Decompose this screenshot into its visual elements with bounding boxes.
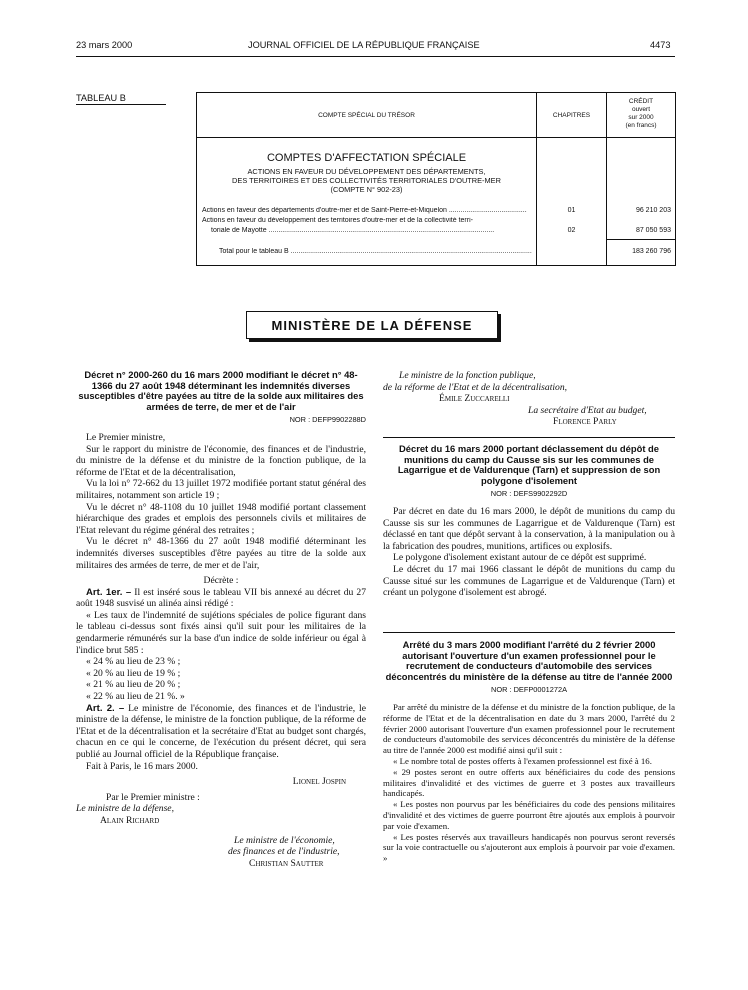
article-text: Le ministre de l'économie, des finances et de l'industrie, le ministre de la défense, le ministre de la fonction publique, de la réforme de l'Etat et de la décentralisation et la secrétaire d'Etat au budget sont chargés, chacun en ce qui le concerne, de l'exécution du présent décret, qui sera publié au Journal officiel de la République française. bbox=[76, 702, 366, 760]
rate-item: « 20 % au lieu de 19 % ; bbox=[86, 667, 181, 679]
paragraph: Le polygone d'isolement existant autour de ce dépôt est supprimé. bbox=[393, 552, 647, 564]
table-row-label: Actions en faveur du développement des territoires d'outre-mer et de la collectivité terri- bbox=[202, 217, 473, 224]
rate-item: « 22 % au lieu de 21 %. » bbox=[86, 691, 185, 703]
paragraph: Par arrêté du ministre de la défense et du ministre de la fonction publique, de la réforme de l'Etat et de la décentralisation en date du 3 mars 2000, l'arrêté du 2 février 2000 autorisant l'ouverture d'un examen professionnel pour le recrutement de conducteurs d'automobile des services déconcentrés du ministère de la défense au titre de l'année 2000 est modifié ainsi qu'il suit : bbox=[383, 701, 675, 756]
min-eco-role: des finances et de l'industrie, bbox=[228, 846, 340, 858]
ministry-banner: MINISTÈRE DE LA DÉFENSE bbox=[246, 311, 498, 339]
article-2 bbox=[76, 703, 366, 761]
decrete: Décrète : bbox=[203, 575, 239, 587]
row-label-text: toriale de Mayotte bbox=[211, 227, 267, 234]
col-header-credit bbox=[607, 98, 675, 130]
paragraph: « Les postes réservés aux travailleurs handicapés non pourvus seront reversés sur la voie contractuelle ou s'ajouteront aux emplois à pourvoir par voie d'examen. » bbox=[383, 831, 675, 864]
section-subtitle bbox=[197, 167, 536, 195]
arrete-title: Arrêté du 3 mars 2000 modifiant l'arrêté du 2 février 2000 autorisant l'ouverture d'un examen professionnel pour le recrutement de conducteurs d'automobile des services déconcentrés du ministère de la défense au titre de l'année 2000 bbox=[385, 639, 673, 682]
section-subtitle-line: (COMPTE N° 902-23) bbox=[330, 185, 403, 195]
paragraph: Par décret en date du 16 mars 2000, le dépôt de munitions du camp du Causse sis sur les communes de Lagarrigue et de Valdurenque (Tarn) est déclassé en tant que dépôt servant à la conservation, à la manipulation ou à la fabrication des poudres, munitions, artifices ou explosifs. bbox=[383, 505, 675, 552]
article-text: Il est inséré sous le tableau VII bis annexé au décret du 27 août 1948 susvisé un alinéa ainsi rédigé : bbox=[76, 586, 366, 610]
article-label: Art. 2. – bbox=[86, 702, 125, 714]
table-total-value: 183 260 796 bbox=[632, 248, 671, 255]
fp-role: Le ministre de la fonction publique, bbox=[399, 370, 536, 381]
fp-role: de la réforme de l'Etat et de la décentralisation, bbox=[383, 381, 568, 393]
fp-name: Émile Zuccarelli bbox=[439, 393, 510, 405]
right-column bbox=[383, 370, 675, 428]
paragraph: « Le nombre total de postes offerts à l'examen professionnel est fixé à 16. bbox=[393, 755, 652, 766]
section-separator bbox=[383, 632, 675, 633]
col-header-chapitres: CHAPITRES bbox=[552, 112, 591, 119]
left-column bbox=[76, 370, 366, 869]
right-column-decret bbox=[383, 444, 675, 599]
section-subtitle-line: DES TERRITOIRES ET DES COLLECTIVITÉS TERRITORIALES D'OUTRE-MER bbox=[232, 176, 501, 186]
rate-item: « 24 % au lieu de 23 % ; bbox=[86, 656, 181, 668]
credit-rule bbox=[607, 239, 675, 240]
section-subtitle-line: ACTIONS EN FAVEUR DU DÉVELOPPEMENT DES DÉPARTEMENTS, bbox=[247, 167, 486, 176]
header-rule bbox=[76, 56, 675, 57]
paragraph: Vu la loi n° 72-662 du 13 juillet 1972 modifiée portant statut général des militaires, notamment son article 19 ; bbox=[76, 478, 366, 501]
header-date: 23 mars 2000 bbox=[76, 40, 133, 50]
paragraph: « 29 postes seront en outre offerts aux bénéficiaires du code des pensions militaires d'invalidité et des victimes de guerre et 3 postes aux travailleurs handicapés. bbox=[383, 766, 675, 799]
paragraph: Sur le rapport du ministre de l'économie, des finances et de l'industrie, du ministre de la défense et du ministre de la fonction publique, de la réforme de l'Etat et de la décentralisation, bbox=[76, 443, 366, 478]
paragraph: « Les postes non pourvus par les bénéficiaires du code des pensions militaires d'invalidité et des victimes de guerre pourront être ajoutés aux emplois à pourvoir par voie d'examen. bbox=[383, 799, 675, 831]
min-eco-role: Le ministre de l'économie, bbox=[234, 834, 335, 846]
table-row-chapitre: 01 bbox=[567, 207, 576, 214]
min-eco-name: Christian Sautter bbox=[249, 857, 324, 869]
table-row-credit: 96 210 203 bbox=[635, 207, 671, 214]
section-separator bbox=[383, 437, 675, 438]
par-le-pm: Par le Premier ministre : bbox=[106, 791, 200, 803]
min-def-name: Alain Richard bbox=[100, 814, 160, 826]
decret-nor: NOR : DEFP9902288D bbox=[289, 415, 366, 425]
article-label: Art. 1er. – bbox=[86, 586, 132, 598]
table-row-credit: 87 050 593 bbox=[635, 227, 671, 234]
paragraph: Vu le décret n° 48-1108 du 10 juillet 1948 modifié portant classement hiérarchique des grades et emplois des personnels civils et militaires de l'Etat relevant du régime général des retraites ; bbox=[76, 501, 366, 536]
page-number: 4473 bbox=[650, 40, 671, 50]
fait-a: Fait à Paris, le 16 mars 2000. bbox=[86, 760, 198, 772]
table-header-rule bbox=[197, 137, 675, 138]
paragraph: Vu le décret n° 48-1366 du 27 août 1948 modifié déterminant les indemnités diverses susceptibles d'être payées au titre de la solde aux militaires des armées de terre, de mer et de l'air, bbox=[76, 536, 366, 571]
rate-item: « 21 % au lieu de 20 % ; bbox=[86, 679, 181, 691]
table-row-chapitre: 02 bbox=[567, 227, 576, 234]
paragraph: Le décret du 17 mai 1966 classant le dépôt de munitions du camp du Causse situé sur les communes de Lagarrigue et de Valdurenque (Tarn) et créant un polygone d'isolement est abrogé. bbox=[383, 563, 675, 599]
decret2-nor: NOR : DEFS9902292D bbox=[490, 489, 568, 499]
right-column-arrete bbox=[383, 640, 675, 864]
decret2-title: Décret du 16 mars 2000 portant déclassement du dépôt de munitions du camp du Causse sis sur les communes de Lagarrigue et de Valdurenque (Tarn) et suppression de son polygone d'isolement bbox=[397, 443, 661, 486]
decret-title: Décret n° 2000-260 du 16 mars 2000 modifiant le décret n° 48-1366 du 27 août 1948 déterminant les indemnités diverses susceptibles d'être payées au titre de la solde aux militaires des armées de terre, de mer et de l'air bbox=[78, 369, 364, 412]
credit-header-line: ouvert bbox=[631, 106, 651, 113]
credit-header-line: (en francs) bbox=[625, 122, 657, 129]
paragraph: Le Premier ministre, bbox=[86, 431, 166, 443]
col-header-tresor: COMPTE SPÉCIAL DU TRÉSOR bbox=[318, 112, 415, 119]
row-label-text: Actions en faveur des départements d'outre-mer et de Saint-Pierre-et-Miquelon bbox=[202, 207, 447, 214]
article-1 bbox=[76, 587, 366, 610]
sb-role: La secrétaire d'Etat au budget, bbox=[528, 404, 647, 416]
credit-header-line: CRÉDIT bbox=[628, 98, 654, 105]
credit-header-line: sur 2000 bbox=[628, 114, 654, 121]
tableau-b bbox=[196, 92, 676, 266]
section-title: COMPTES D'AFFECTATION SPÉCIALE bbox=[266, 152, 467, 164]
signature-pm: Lionel Jospin bbox=[292, 776, 346, 788]
table-row-label-cont: toriale de Mayotte .................................................................................................................... bbox=[211, 227, 495, 234]
total-label-text: Total pour le tableau B bbox=[219, 248, 289, 255]
tableau-label: TABLEAU B bbox=[76, 93, 166, 105]
table-total-label: Total pour le tableau B ............................................................................................................................ bbox=[219, 248, 532, 255]
table-row-label: Actions en faveur des départements d'outre-mer et de Saint-Pierre-et-Miquelon ........................................ bbox=[202, 207, 527, 214]
min-def-role: Le ministre de la défense, bbox=[76, 803, 174, 815]
arrete-nor: NOR : DEFP0001272A bbox=[491, 685, 567, 695]
journal-title: JOURNAL OFFICIEL DE LA RÉPUBLIQUE FRANÇAISE bbox=[248, 40, 480, 50]
sb-name: Florence Parly bbox=[553, 416, 617, 428]
quote: « Les taux de l'indemnité de sujétions spéciales de police figurant dans le tableau ci-dessus sont fixés ainsi qu'il suit pour les militaires de la gendarmerie rémunérés sur la base d'un indice de solde inférieur ou égal à l'indice brut 585 : bbox=[76, 609, 366, 656]
